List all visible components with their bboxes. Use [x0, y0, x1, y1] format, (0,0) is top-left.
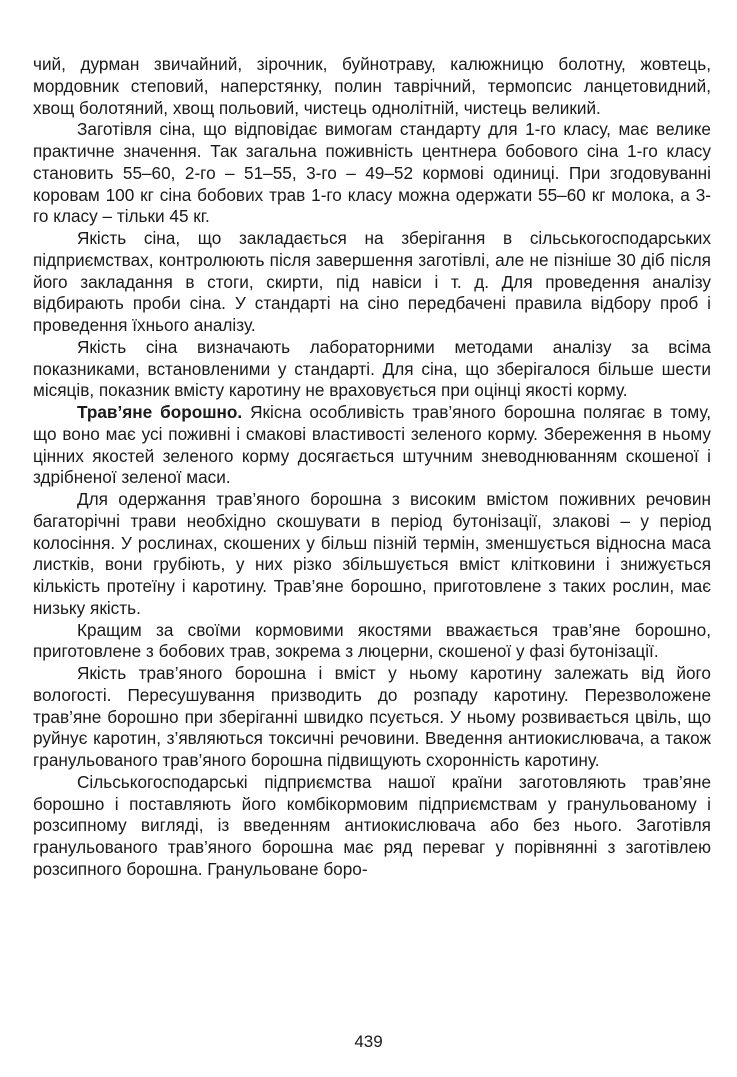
paragraph-moisture: Якість трав’яного борошна і вміст у ньому каротину залежать від його вологості. Пересушування призводить до розпаду каротину. Перезволожене трав’яне борошно при зберіганні швидко псується. У ньому розвивається цвіль, що руйнує каротин, з’являються токсичні речовини. Введення антиокислювача, а також гранульованого трав’яного борошна підвищують схоронність каротину.	[33, 663, 711, 770]
paragraph-best-quality: Кращим за своїми кормовими якостями вважається трав’яне борошно, приготовлене з бобових трав, зокрема з люцерни, скошеної у фазі бутонізації.	[33, 619, 711, 662]
page-body	[33, 54, 711, 881]
paragraph-granulated: Сільськогосподарські підприємства нашої країни заготовляють трав’яне борошно і поставляють його комбікормовим підприємствам у гранульованому і розсипному вигляді, із введенням антиокислювача або без нього. Заготівля гранульованого трав’яного борошна має ряд переваг у порівнянні з заготівлею розсипного борошна. Гранульоване боро-	[33, 771, 711, 879]
paragraph-harvest-timing: Для одержання трав’яного борошна з високим вмістом поживних речовин багаторічні трави необхідно скошувати в період бутонізації, злакові – у період колосіння. У рослинах, скошених у більш пізній термін, зменшується відносна маса листків, вони грубіють, у них різко збільшується вміст клітковини і знижується кількість протеїну і каротину. Трав’яне борошно, приготовлене з таких рослин, має низьку якість.	[33, 489, 711, 618]
paragraph-hay-lab-methods: Якість сіна визначають лабораторними методами аналізу за всіма показниками, встановленими у стандарті. Для сіна, що зберігалося більше шести місяців, показник вмісту каротину не враховується при оцінці якості корму.	[33, 336, 711, 401]
paragraph-grass-meal	[33, 402, 711, 489]
paragraph-hay-quality-control: Якість сіна, що закладається на зберігання в сільськогосподарських підприємствах, контролюють після завершення заготівлі, але не пізніше 30 діб після його закладання в стоги, скирти, під навіси і т. д. Для проведення аналізу відбирають проби сіна. У стандарті на сіно передбачені правила відбору проб і проведення їхнього аналізу.	[33, 228, 711, 335]
section-heading-grass-meal: Трав’яне борошно.	[77, 402, 243, 422]
paragraph-continuation: чий, дурман звичайний, зірочник, буйнотраву, калюжницю болотну, жовтець, мордовник степовий, наперстянку, полин таврічний, термопсис ланцетовидний, хвощ болотяний, хвощ польовий, чистець однолітній, чистець великий.	[33, 54, 711, 118]
paragraph-grass-meal-text: Якісна особливість трав’яного борошна полягає в тому, що воно має усі поживні і смакові властивості зеленого корму. Збереження в ньому цінних якостей зеленого корму досягається штучним зневоднюванням скошеної і здрібненої зеленої маси.	[33, 402, 711, 488]
paragraph-hay-standard: Заготівля сіна, що відповідає вимогам стандарту для 1-го класу, має велике практичне значення. Так загальна поживність центнера бобового сіна 1-го класу становить 55–60, 2-го – 51–55, 3-го – 49–52 кормові одиниці. При згодовуванні коровам 100 кг сіна бобових трав 1-го класу можна одержати 55–60 кг молока, а 3-го класу – тільки 45 кг.	[33, 119, 711, 227]
page-number: 439	[354, 1032, 383, 1051]
